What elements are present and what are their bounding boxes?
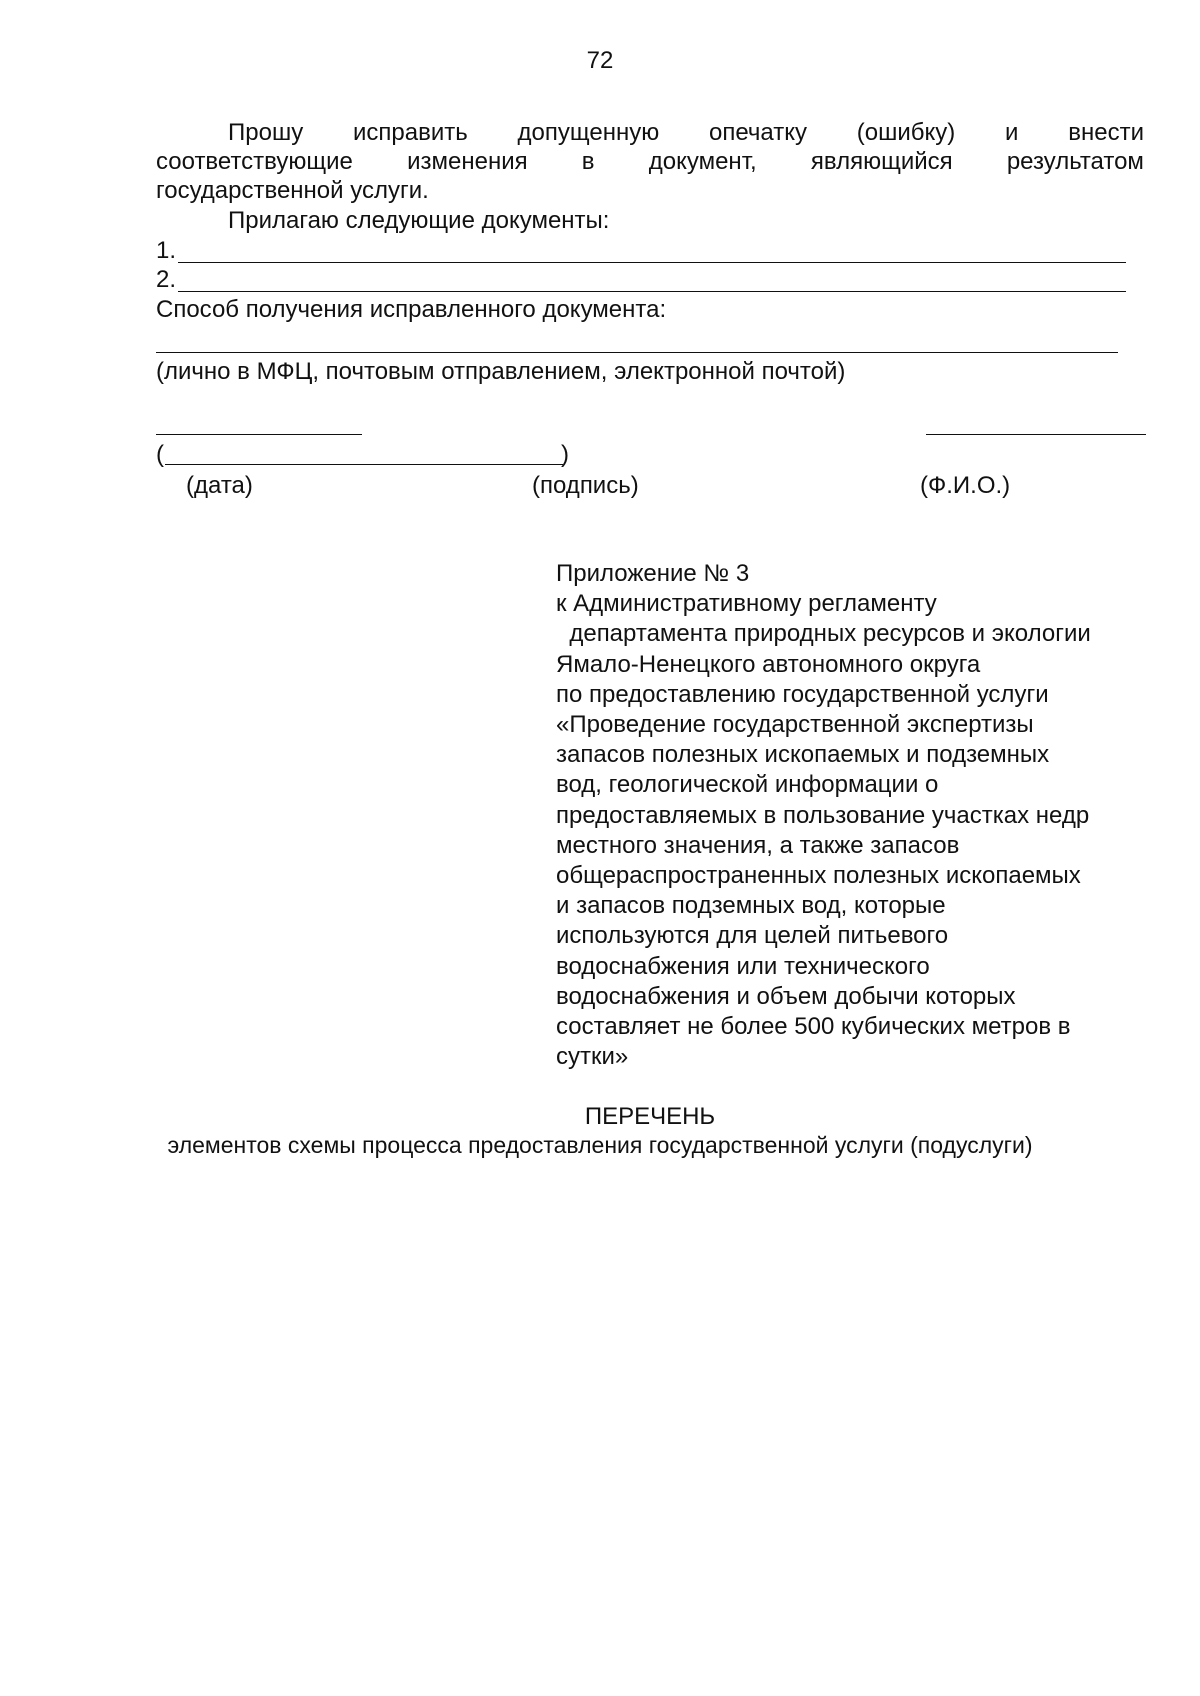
appendix-block — [556, 559, 1156, 1072]
attach-label: Прилагаю следующие документы: — [228, 207, 610, 234]
signature-line — [165, 464, 563, 465]
method-hint: (лично в МФЦ, почтовым отправлением, электронной почтой) — [156, 358, 846, 385]
request-line-3: государственной услуги. — [156, 177, 429, 204]
appendix-line: водоснабжения и объем добычи которых — [556, 982, 1016, 1010]
list-heading-title: ПЕРЕЧЕНЬ — [584, 1103, 716, 1130]
signature-caption: (подпись) — [532, 472, 639, 499]
word: изменения — [407, 148, 528, 175]
appendix-line: местного значения, а также запасов — [556, 831, 960, 859]
method-line — [156, 352, 1118, 353]
date-caption: (дата) — [186, 472, 253, 499]
word: (ошибку) — [856, 119, 956, 146]
word: допущенную — [517, 119, 660, 146]
attach-item-2-line — [178, 291, 1126, 292]
signature-paren-close: ) — [561, 441, 569, 468]
word: внести — [1068, 119, 1144, 146]
page-number: 72 — [586, 47, 614, 74]
word: и — [1005, 119, 1019, 146]
appendix-line: вод, геологической информации о — [556, 771, 939, 799]
date-line — [156, 434, 362, 435]
signature-paren-open: ( — [156, 441, 164, 468]
attach-item-2-number: 2. — [156, 266, 177, 293]
word: результатом — [1006, 148, 1144, 175]
appendix-line: запасов полезных ископаемых и подземных — [556, 741, 1050, 769]
method-label: Способ получения исправленного документа: — [156, 296, 667, 323]
list-heading-subtitle: элементов схемы процесса предоставления государственной услуги (подуслуги) — [167, 1132, 1033, 1158]
appendix-line: по предоставлению государственной услуги — [556, 680, 1049, 708]
appendix-title: Приложение № 3 — [556, 560, 750, 587]
word: документ, — [648, 148, 757, 175]
attach-item-1-line — [178, 262, 1126, 263]
appendix-line: предоставляемых в пользование участках недр — [556, 801, 1090, 829]
attach-item-1-number: 1. — [156, 237, 177, 264]
word: Прошу — [228, 119, 304, 146]
word: исправить — [352, 119, 468, 146]
appendix-line: водоснабжения или технического — [556, 952, 930, 980]
fio-line — [926, 434, 1146, 435]
fio-caption: (Ф.И.О.) — [920, 472, 1011, 499]
word: в — [581, 148, 595, 175]
request-line-2 — [156, 147, 1144, 176]
appendix-line: общераспространенных полезных ископаемых — [556, 862, 1081, 890]
appendix-line: и запасов подземных вод, которые — [556, 892, 946, 920]
appendix-line: составляет не более 500 кубических метров в — [556, 1013, 1071, 1041]
appendix-line: департамента природных ресурсов и экологии — [556, 620, 1091, 648]
word: соответствующие — [156, 148, 353, 175]
appendix-line: к Административному регламенту — [556, 590, 937, 618]
request-line-1 — [228, 118, 1144, 147]
word: опечатку — [708, 119, 807, 146]
word: являющийся — [810, 148, 953, 175]
appendix-line: «Проведение государственной экспертизы — [556, 711, 1034, 739]
appendix-line: сутки» — [556, 1043, 629, 1071]
appendix-line: используются для целей питьевого — [556, 922, 949, 950]
appendix-line: Ямало-Ненецкого автономного округа — [556, 650, 981, 678]
